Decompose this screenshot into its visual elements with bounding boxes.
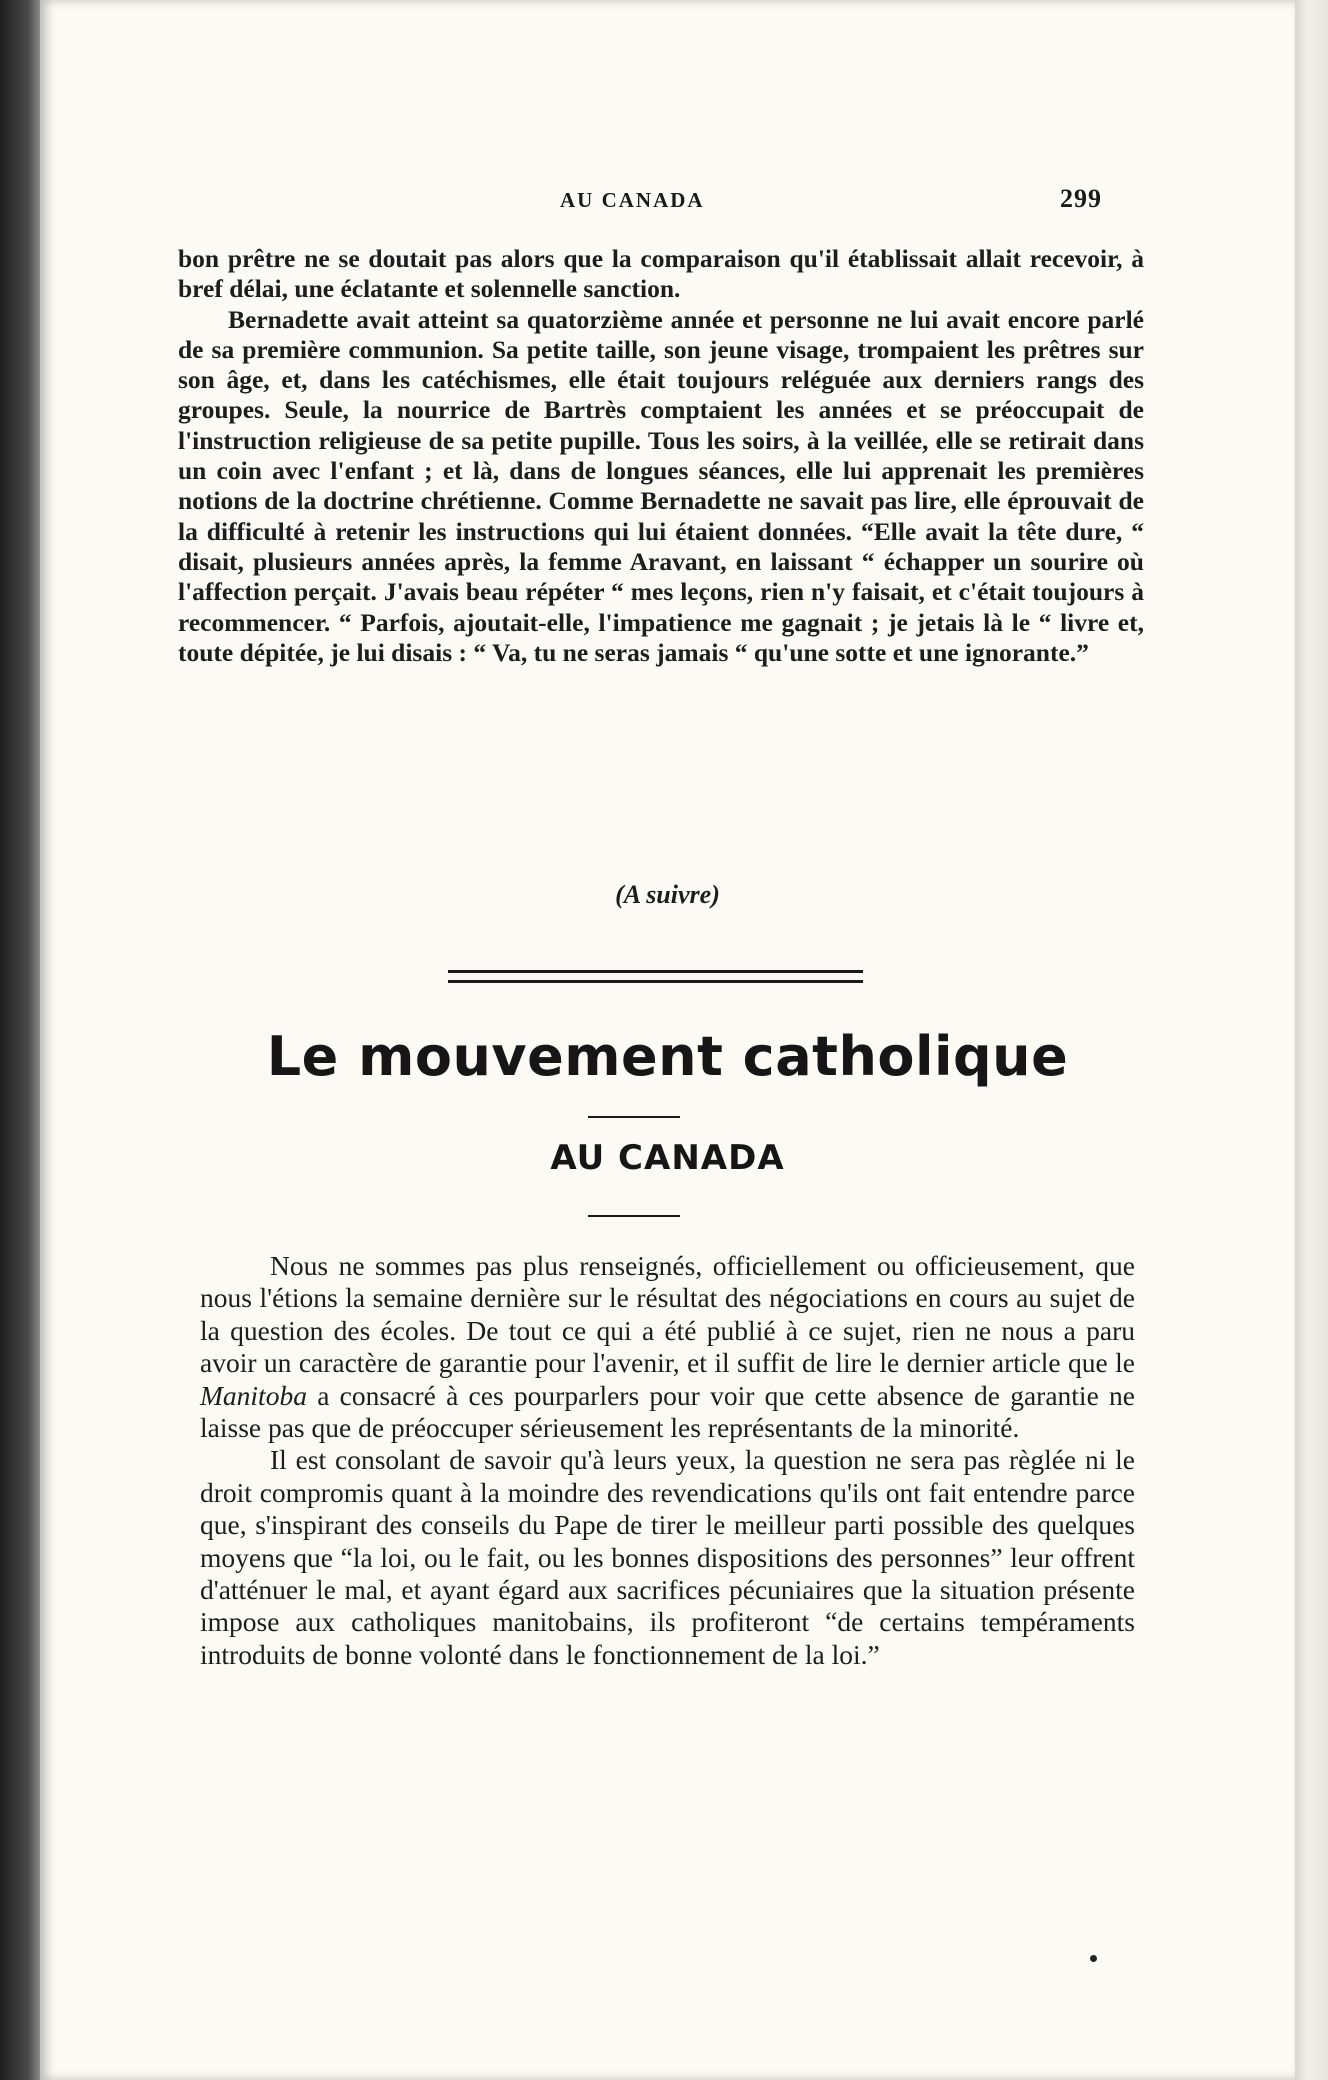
subtitle-rule [588, 1215, 680, 1217]
page-number: 299 [1060, 184, 1102, 213]
to-be-continued: (A suivre) [615, 880, 720, 909]
running-head-title: AU CANADA [560, 188, 705, 212]
book-gutter-shadow [0, 0, 40, 2080]
article-continuation [178, 244, 1144, 668]
ink-speck [1090, 1955, 1097, 1962]
page-edge [1295, 0, 1328, 2080]
text-run: a consacré à ces pourparlers pour voir que cette absence de garantie ne laisse pas que de préoccuper sérieusement les représentants de la minorité. [200, 1379, 1135, 1444]
article-title: Le mouvement catholique [266, 1025, 1069, 1088]
newspaper-name: Manitoba [200, 1379, 307, 1411]
title-rule [588, 1116, 680, 1118]
text-run: Nous ne sommes pas plus renseignés, officiellement ou officieusement, que nous l'étions la semaine dernière sur le résultat des négociations en cours au sujet de la question des écoles. De tout ce qui a été publié à ce sujet, rien ne nous a paru avoir un caractère de garantie pour l'avenir, et il suffit de lire le dernier article que le [200, 1250, 1135, 1379]
section-divider-top [448, 970, 863, 973]
article-body [200, 1250, 1135, 1671]
article-subtitle: AU CANADA [550, 1138, 785, 1178]
paragraph: Bernadette avait atteint sa quatorzième année et personne ne lui avait encore parlé de sa première communion. Sa petite taille, son jeune visage, trompaient les prêtres sur son âge, et, dans les catéchismes, elle était toujours reléguée aux derniers rangs des groupes. Seule, la nourrice de Bartrès comptaient les années et se préoccupait de l'instruction religieuse de sa petite pupille. Tous les soirs, à la veillée, elle se retirait dans un coin avec l'enfant ; et là, dans de longues séances, elle lui apprenait les premières notions de la doctrine chrétienne. Comme Bernadette ne savait pas lire, elle éprouvait de la difficulté à retenir les instructions qui lui étaient données. “Elle avait la tête dure, “ disait, plusieurs années après, la femme Aravant, en laissant “ échapper un sourire où l'affection perçait. J'avais beau répéter “ mes leçons, rien n'y faisait, et c'était toujours à recommencer. “ Parfois, ajoutait-elle, l'impatience me gagnait ; je jetais là le “ livre et, toute dépitée, je lui disais : “ Va, tu ne seras jamais “ qu'une sotte et une ignorante.” [178, 304, 1144, 667]
paragraph: Il est consolant de savoir qu'à leurs yeux, la question ne sera pas règlée ni le droit compromis quant à la moindre des revendications qu'ils ont fait entendre parce que, s'inspirant des conseils du Pape de tirer le meilleur parti possible des quelques moyens que “la loi, ou le fait, ou les bonnes dispositions des personnes” leur offrent d'atténuer le mal, et ayant égard aux sacrifices pécuniaires que la situation présente impose aux catholiques manitobains, ils profiteront “de certains tempéraments introduits de bonne volonté dans le fonctionnement de la loi.” [200, 1444, 1135, 1670]
paragraph: bon prêtre ne se doutait pas alors que la comparaison qu'il établissait allait recevoir, à bref délai, une éclatante et solennelle sanction. [178, 244, 1144, 304]
paragraph [200, 1250, 1135, 1444]
section-divider-bottom [448, 980, 863, 983]
book-page [40, 0, 1295, 2080]
